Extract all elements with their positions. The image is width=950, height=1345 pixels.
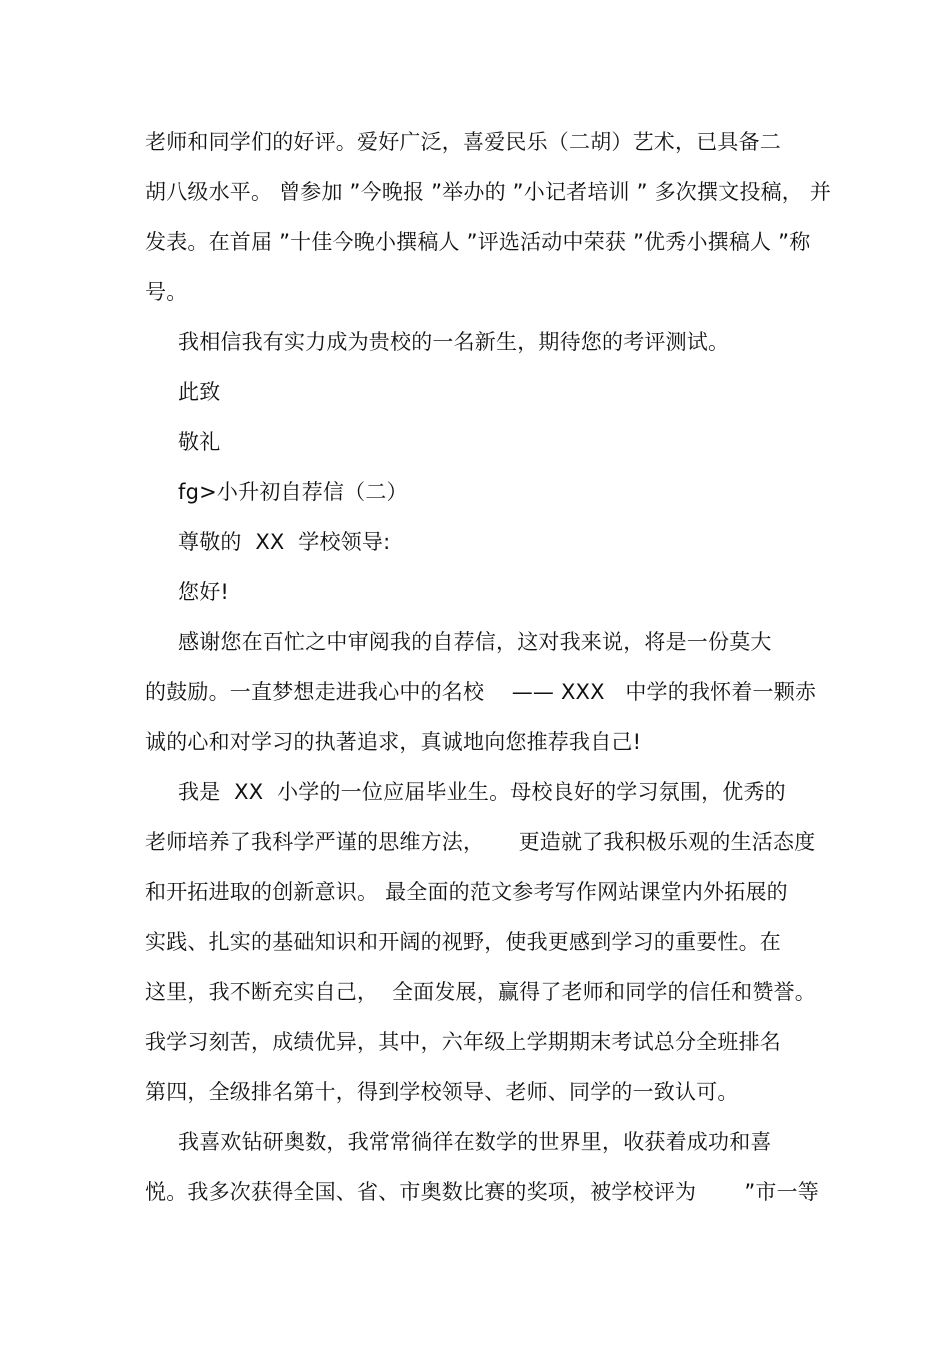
text-line: 此致 (178, 380, 221, 404)
text-line: 第四，全级排名第十，得到学校领导、老师、同学的一致认可。 (145, 1080, 739, 1104)
text-line: 我学习刻苦，成绩优异，其中，六年级上学期期末考试总分全班排名 (145, 1030, 781, 1054)
text-line: 的鼓励。一直梦想走进我心中的名校 —— XXX 中学的我怀着一颗赤 (145, 680, 817, 704)
text-line: 实践、扎实的基础知识和开阔的视野，使我更感到学习的重要性。在 (145, 930, 781, 954)
section-heading: fg>小升初自荐信（二） (178, 480, 408, 504)
text-line: 悦。我多次获得全国、省、市奥数比赛的奖项，被学校评为 ”市一等 (145, 1180, 820, 1204)
text-line: 老师和同学们的好评。爱好广泛，喜爱民乐（二胡）艺术，已具备二 (145, 130, 781, 154)
text-line: 敬礼 (178, 430, 221, 454)
text-line: 这里，我不断充实自己， 全面发展，赢得了老师和同学的信任和赞誉。 (145, 980, 816, 1004)
text-line: 我是 XX 小学的一位应届毕业生。母校良好的学习氛围，优秀的 (178, 780, 786, 804)
greeting: 您好! (178, 580, 230, 604)
text-line: 诚的心和对学习的执著追求，真诚地向您推荐我自己! (145, 730, 642, 754)
text-line: 我喜欢钻研奥数，我常常徜徉在数学的世界里，收获着成功和喜 (178, 1130, 772, 1154)
text-line: 感谢您在百忙之中审阅我的自荐信，这对我来说，将是一份莫大 (178, 630, 772, 654)
salutation: 尊敬的 XX 学校领导: (178, 530, 391, 554)
text-line: 我相信我有实力成为贵校的一名新生，期待您的考评测试。 (178, 330, 730, 354)
text-line: 和开拓进取的创新意识。 最全面的范文参考写作网站课堂内外拓展的 (145, 880, 788, 904)
text-line: 发表。在首届 ”十佳今晚小撰稿人 ”评选活动中荣获 ”优秀小撰稿人 ”称 (145, 230, 811, 254)
text-line: 号。 (145, 280, 188, 304)
text-line: 老师培养了我科学严谨的思维方法， 更造就了我积极乐观的生活态度 (145, 830, 816, 854)
text-line: 胡八级水平。 曾参加 ”今晚报 ”举办的 ”小记者培训 ” 多次撰文投稿， 并 (145, 180, 832, 204)
